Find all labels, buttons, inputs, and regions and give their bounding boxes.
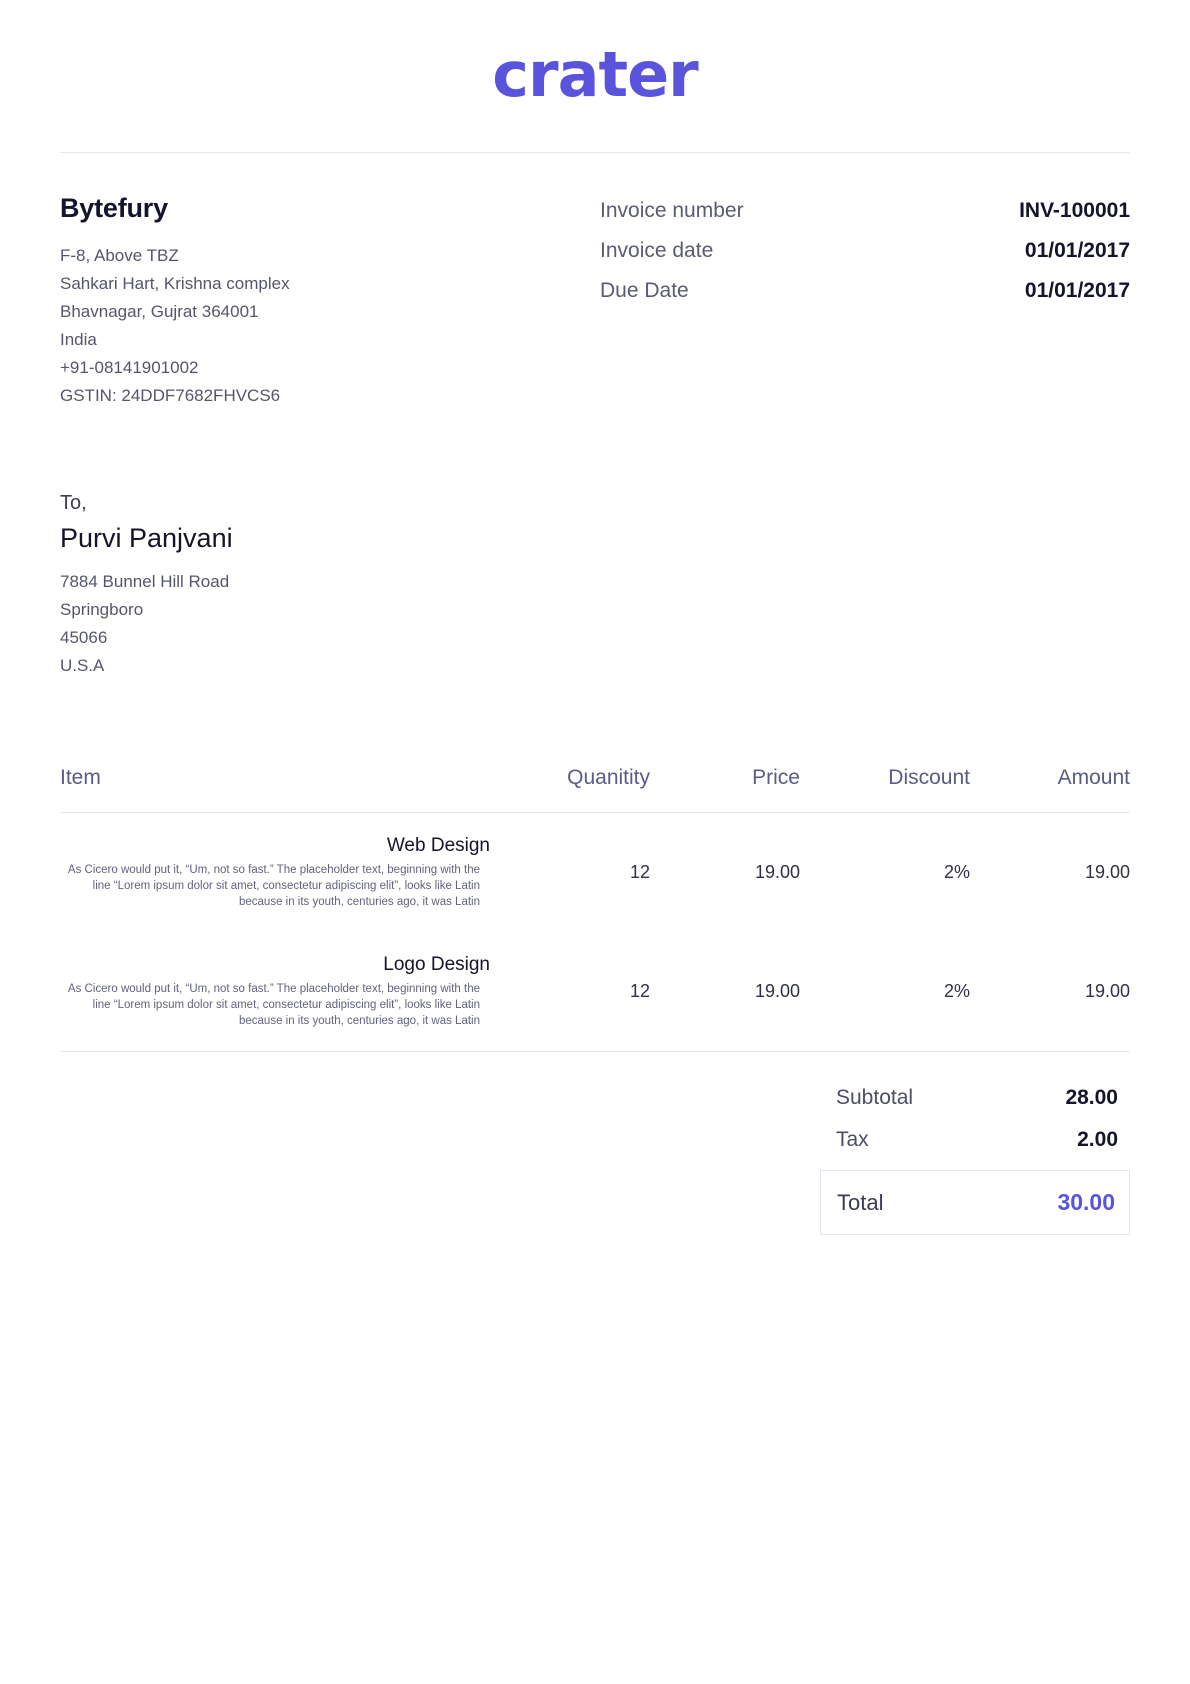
invoice-number-value: INV-100001 <box>1019 199 1130 222</box>
line-items-header <box>60 766 1130 813</box>
crater-logo-text: crater <box>492 38 698 111</box>
tax-value: 2.00 <box>1077 1128 1118 1151</box>
sender-gstin: GSTIN: 24DDF7682FHVCS6 <box>60 386 281 405</box>
tax-label: Tax <box>836 1128 869 1151</box>
recipient-address-line-1: 7884 Bunnel Hill Road <box>60 572 230 591</box>
invoice-date-label: Invoice date <box>600 239 714 262</box>
recipient-block <box>0 410 1190 680</box>
line-item-quantity: 12 <box>490 932 650 1052</box>
totals-section <box>60 1086 1130 1235</box>
line-item-description-cell <box>60 813 490 933</box>
recipient-name: Purvi Panjvani <box>60 523 233 553</box>
column-header-amount: Amount <box>970 766 1130 813</box>
subtotal-value: 28.00 <box>1065 1086 1118 1109</box>
line-item-discount: 2% <box>800 932 970 1052</box>
line-item-discount: 2% <box>943 862 970 882</box>
subtotal-label: Subtotal <box>836 1086 914 1109</box>
line-item-name: Web Design <box>386 835 490 856</box>
line-items-body <box>60 813 1130 1052</box>
sender-address-line-2: Sahkari Hart, Krishna complex <box>60 274 290 293</box>
due-date-value: 01/01/2017 <box>1024 279 1130 302</box>
line-item-description: As Cicero would put it, “Um, not so fast.” The placeholder text, beginning with the line “Lorem ipsum dolor sit amet, consectetur adipiscing elit”, looks like Latin because in its youth, centuries ago, it was Latin <box>67 983 480 1027</box>
line-items-table <box>60 766 1130 1052</box>
brand-logo <box>0 0 1190 111</box>
recipient-country: U.S.A <box>60 656 105 675</box>
tax-row <box>820 1128 1130 1152</box>
invoice-date-value: 01/01/2017 <box>1024 239 1130 262</box>
sender-phone: +91-08141901002 <box>60 358 199 377</box>
total-row <box>820 1170 1130 1235</box>
company-name: Bytefury <box>60 193 168 223</box>
invoice-date-row <box>600 239 1130 263</box>
column-header-price: Price <box>650 766 800 813</box>
line-item-quantity: 12 <box>629 862 650 882</box>
invoice-header <box>0 153 1190 410</box>
invoice-meta <box>600 193 1130 410</box>
line-item-name: Logo Design <box>383 954 490 975</box>
due-date-row <box>600 279 1130 303</box>
line-item-amount: 19.00 <box>1084 862 1130 882</box>
invoice-number-label: Invoice number <box>600 199 744 222</box>
table-row <box>60 813 1130 933</box>
subtotal-row <box>820 1086 1130 1110</box>
recipient-label: To, <box>60 492 87 514</box>
column-header-quantity: Quanitity <box>490 766 650 813</box>
due-date-label: Due Date <box>600 279 689 302</box>
line-item-price: 19.00 <box>650 932 800 1052</box>
line-item-price: 19.00 <box>754 862 800 882</box>
sender-address-line-1: F-8, Above TBZ <box>60 246 179 265</box>
totals-inner <box>820 1086 1130 1235</box>
invoice-number-row <box>600 199 1130 223</box>
recipient-zip: 45066 <box>60 628 108 647</box>
sender-address-line-3: Bhavnagar, Gujrat 364001 <box>60 302 259 321</box>
column-header-item: Item <box>60 766 490 813</box>
table-header-row <box>60 766 1130 813</box>
recipient-city: Springboro <box>60 600 144 619</box>
sender-block <box>60 193 600 410</box>
line-item-amount: 19.00 <box>970 932 1130 1052</box>
column-header-discount: Discount <box>800 766 970 813</box>
total-value: 30.00 <box>1057 1189 1115 1215</box>
line-item-description-cell <box>60 932 490 1052</box>
table-row <box>60 932 1130 1052</box>
sender-country: India <box>60 330 97 349</box>
total-label: Total <box>837 1189 884 1215</box>
line-item-description: As Cicero would put it, “Um, not so fast.” The placeholder text, beginning with the line “Lorem ipsum dolor sit amet, consectetur adipiscing elit”, looks like Latin because in its youth, centuries ago, it was Latin <box>67 864 480 908</box>
